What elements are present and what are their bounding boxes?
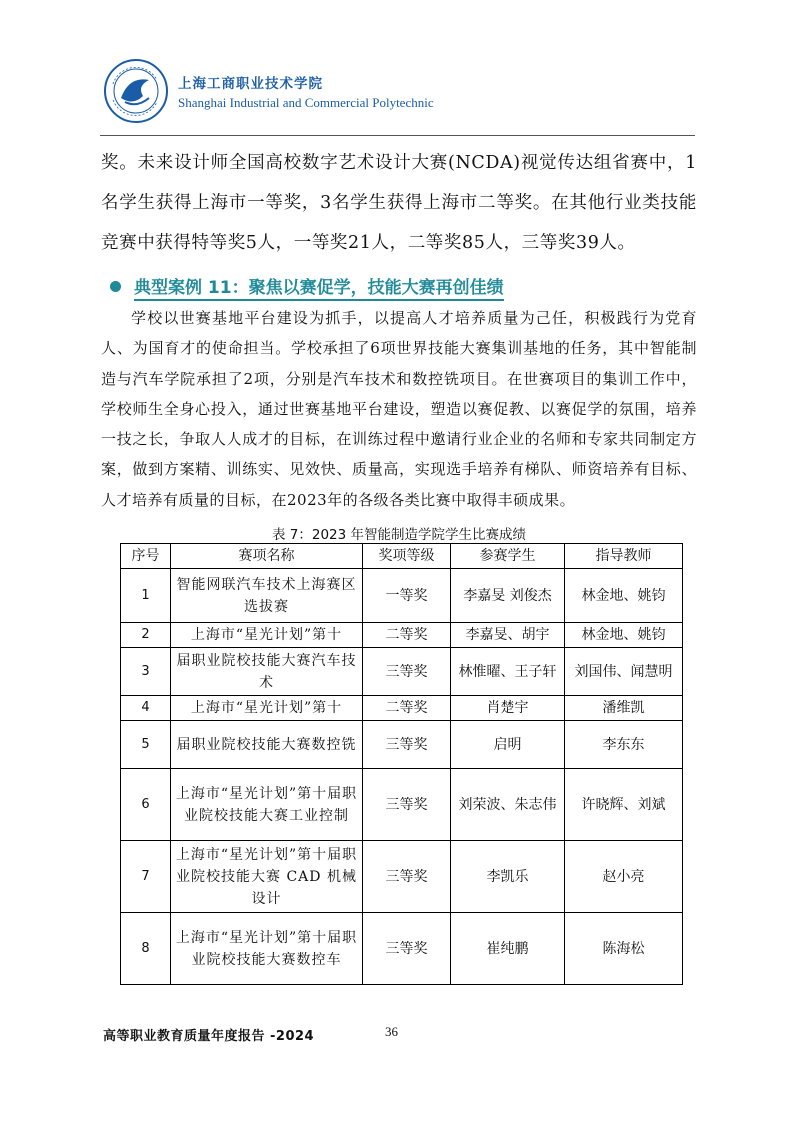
cell-students: 李凯乐	[451, 841, 565, 913]
cell-no: 8	[121, 913, 171, 985]
intro-paragraph: 奖。未来设计师全国高校数字艺术设计大赛(NCDA)视觉传达组省赛中，1名学生获得上海市一等奖，3名学生获得上海市二等奖。在其他行业类技能竞赛中获得特等奖5人，一等奖21人，二等奖85人，三等奖39人。	[101, 153, 697, 253]
cell-award: 二等奖	[363, 623, 451, 648]
body-paragraph: 学校以世赛基地平台建设为抓手，以提高人才培养质量为己任，积极践行为党育人、为国育才的使命担当。学校承担了6项世界技能大赛集训基地的任务，其中智能制造与汽车学院承担了2项，分别是汽车技术和数控铣项目。在世赛项目的集训工作中，学校师生全身心投入，通过世赛基地平台建设，塑造以赛促教、以赛促学的氛围，培养一技之长，争取人人成才的目标，在训练过程中邀请行业企业的名师和专家共同制定方案，做到方案精、训练实、见效快、质量高，实现选手培养有梯队、师资培养有目标、人才培养有质量的目标，在2023年的各级各类比赛中取得丰硕成果。	[101, 309, 697, 509]
cell-teachers: 林金地、姚钧	[565, 623, 683, 648]
cell-award: 三等奖	[363, 769, 451, 841]
cell-event: 届职业院校技能大赛汽车技术	[171, 648, 363, 696]
school-name-en: Shanghai Industrial and Commercial Polytechnic	[178, 95, 434, 110]
cell-no: 7	[121, 841, 171, 913]
cell-students: 启明	[451, 721, 565, 769]
table-row	[121, 769, 683, 841]
table-row	[121, 696, 683, 721]
cell-students: 刘荣波、朱志伟	[451, 769, 565, 841]
cell-no: 3	[121, 648, 171, 696]
cell-teachers: 李东东	[565, 721, 683, 769]
cell-no: 5	[121, 721, 171, 769]
cell-students: 崔纯鹏	[451, 913, 565, 985]
cell-teachers: 潘维凯	[565, 696, 683, 721]
case-title: 典型案例 11：聚焦以赛促学，技能大赛再创佳绩	[134, 273, 504, 301]
cell-event: 上海市“星光计划”第十届职业院校技能大赛数控车	[171, 913, 363, 985]
cell-award: 一等奖	[363, 569, 451, 623]
header-event: 赛项名称	[171, 544, 363, 569]
cell-teachers: 刘国伟、闻慧明	[565, 648, 683, 696]
cell-teachers: 赵小亮	[565, 841, 683, 913]
header-award: 奖项等级	[363, 544, 451, 569]
table-row	[121, 721, 683, 769]
cell-students: 李嘉旻、胡宇	[451, 623, 565, 648]
cell-event: 上海市“星光计划”第十届职业院校技能大赛工业控制	[171, 769, 363, 841]
school-logo-icon	[103, 58, 169, 124]
bullet-dot-icon	[110, 281, 121, 292]
cell-event: 上海市“星光计划”第十届职业院校技能大赛 CAD 机械设计	[171, 841, 363, 913]
cell-no: 2	[121, 623, 171, 648]
cell-award: 二等奖	[363, 696, 451, 721]
cell-students: 李嘉旻 刘俊杰	[451, 569, 565, 623]
header-divider	[100, 135, 695, 136]
cell-teachers: 林金地、姚钧	[565, 569, 683, 623]
cell-no: 4	[121, 696, 171, 721]
page-number: 36	[385, 1024, 398, 1039]
results-table	[120, 543, 683, 985]
table-row	[121, 569, 683, 623]
case-heading	[110, 272, 670, 302]
page-header	[100, 52, 695, 136]
cell-students: 肖楚宇	[451, 696, 565, 721]
table-row	[121, 648, 683, 696]
header-no: 序号	[121, 544, 171, 569]
table-caption: 表 7：2023 年智能制造学院学生比赛成绩	[271, 527, 527, 543]
cell-no: 6	[121, 769, 171, 841]
cell-event: 上海市“星光计划”第十	[171, 696, 363, 721]
cell-award: 三等奖	[363, 648, 451, 696]
cell-teachers: 陈海松	[565, 913, 683, 985]
cell-award: 三等奖	[363, 841, 451, 913]
table-row	[121, 841, 683, 913]
cell-event: 上海市“星光计划”第十	[171, 623, 363, 648]
cell-award: 三等奖	[363, 913, 451, 985]
cell-event: 智能网联汽车技术上海赛区选拔赛	[171, 569, 363, 623]
cell-event: 届职业院校技能大赛数控铣	[171, 721, 363, 769]
cell-teachers: 许晓辉、刘斌	[565, 769, 683, 841]
school-name-cn: 上海工商职业技术学院	[178, 76, 323, 92]
cell-no: 1	[121, 569, 171, 623]
table-row	[121, 913, 683, 985]
header-students: 参赛学生	[451, 544, 565, 569]
table-row	[121, 623, 683, 648]
cell-students: 林惟曜、王子轩	[451, 648, 565, 696]
header-teachers: 指导教师	[565, 544, 683, 569]
report-title: 高等职业教育质量年度报告 -2024	[103, 1029, 315, 1044]
cell-award: 三等奖	[363, 721, 451, 769]
table-header-row	[121, 544, 683, 569]
